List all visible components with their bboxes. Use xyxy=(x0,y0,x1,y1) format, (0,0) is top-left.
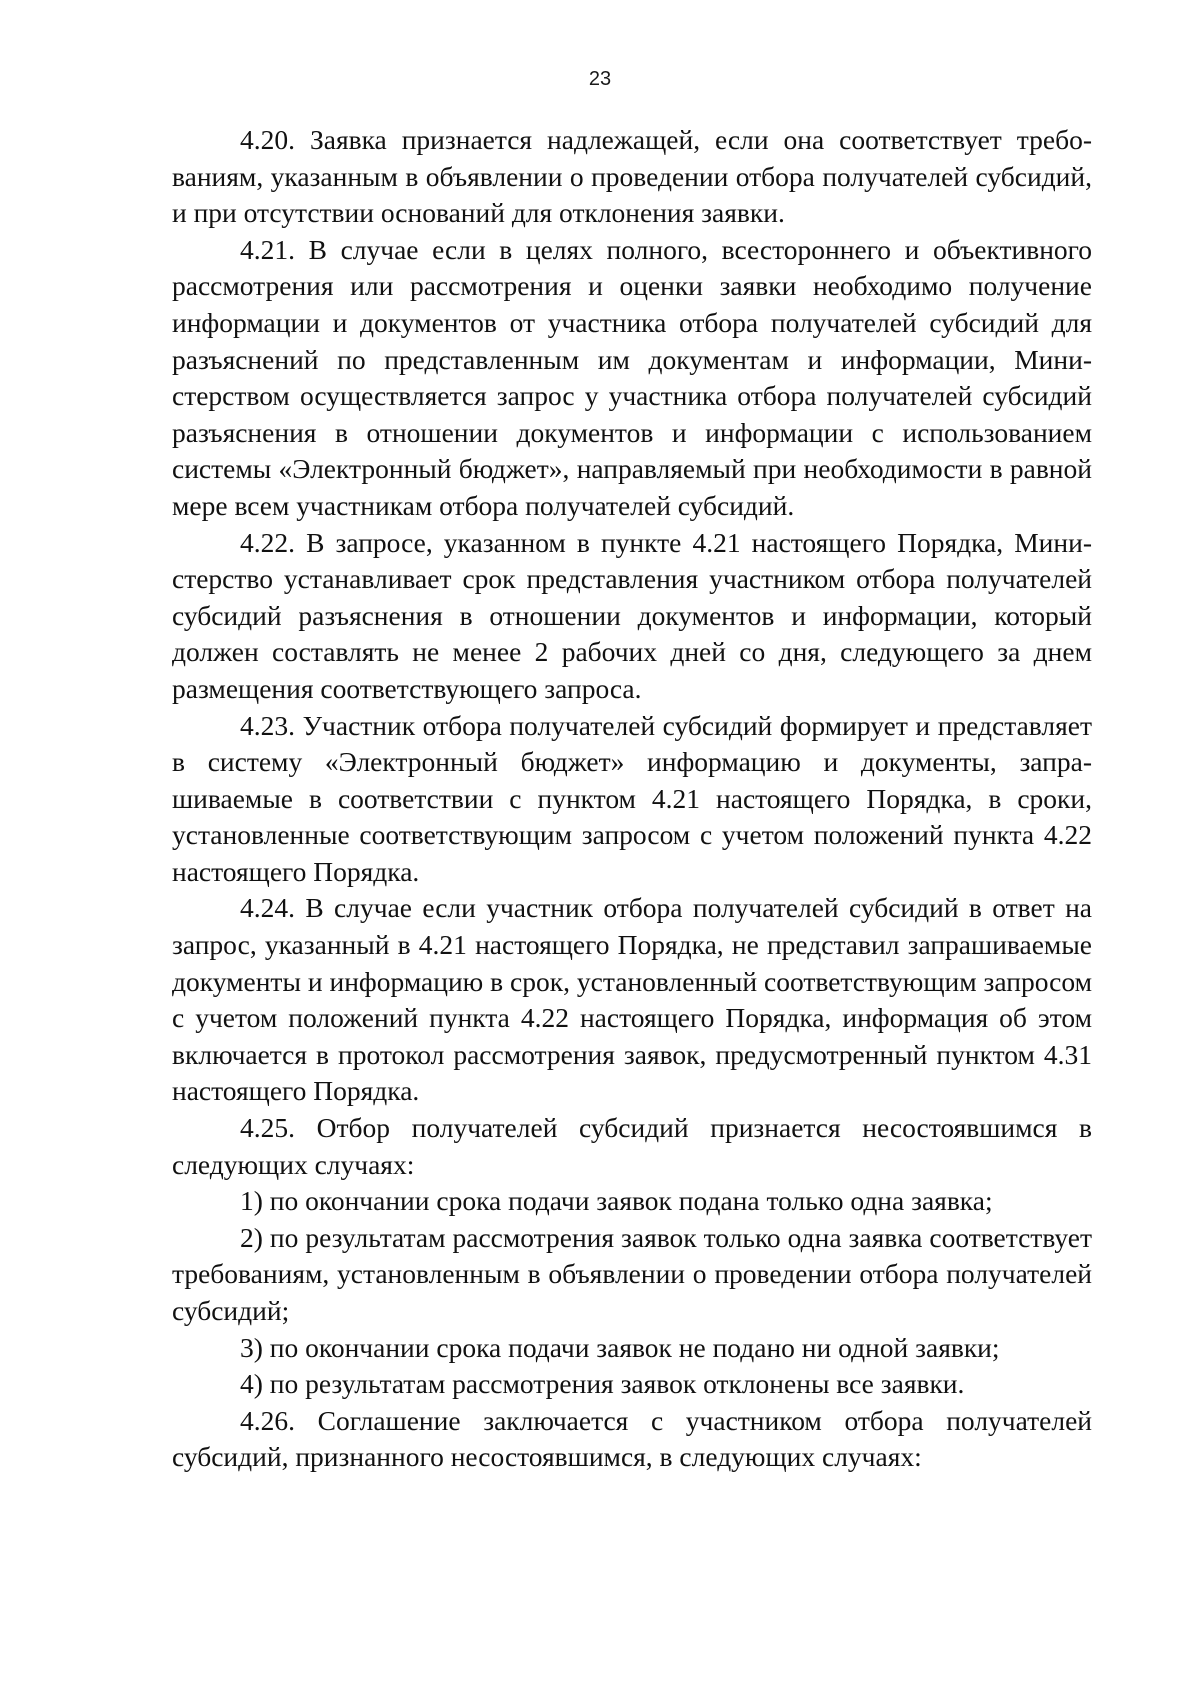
list-item-1: 1) по окончании срока подачи заявок подана только одна заявка; xyxy=(240,1185,993,1217)
paragraph-4-20: 4.20. Заявка признается надлежащей, если она соответствует требованиям, указанным в объявлении о проведении отбора получателей субсидий, и при отсутствии оснований для отклонения заявки. xyxy=(172,124,1092,229)
paragraph-4-22: 4.22. В запросе, указанном в пункте 4.21 настоящего Порядка, Министерство устанавливает срок представления участником отбора получателей субсидий разъяснения в отношении документов и информации, который должен составлять не менее 2 рабочих дней со дня, следующего за днем размещения соответствующего запроса. xyxy=(172,526,1092,704)
list-item-3: 3) по окончании срока подачи заявок не подано ни одной заявки; xyxy=(240,1331,1000,1363)
paragraph-4-24: 4.24. В случае если участник отбора получателей субсидий в ответ на запрос, указанный в 4.21 настоящего Порядка, не представил запрашиваемые документы и информацию в срок, установленный соответствующим запросом с учетом положений пункта 4.22 настоящего Порядка, информация об этом включается в протокол рассмотрения заявок, предусмотренный пунктом 4.31 настоящего Порядка. xyxy=(172,892,1092,1107)
page-number: 23 xyxy=(588,68,612,90)
paragraph-4-26: 4.26. Соглашение заключается с участником отбора получателей субсидий, признанного несостоявшимся, в следующих случаях: xyxy=(172,1404,1092,1473)
list-item-2: 2) по результатам рассмотрения заявок только одна заявка соответствует требованиям, установленным в объявлении о проведении отбора получателей субсидий; xyxy=(172,1221,1092,1326)
list-item-4: 4) по результатам рассмотрения заявок отклонены все заявки. xyxy=(240,1368,965,1400)
paragraph-4-23: 4.23. Участник отбора получателей субсидий формирует и представляет в систему «Электронный бюджет» информацию и документы, запрашиваемые в соответствии с пунктом 4.21 настоящего Порядка, в сроки, установленные соответствующим запросом с учетом положений пункта 4.22 настоящего Порядка. xyxy=(172,709,1092,887)
document-body xyxy=(172,122,1092,1476)
paragraph-4-21: 4.21. В случае если в целях полного, всестороннего и объективного рассмотрения или рассмотрения и оценки заявки необходимо получение информации и документов от участника отбора получателей субсидий для разъяснений по представленным им документам и информации, Министерством осуществляется запрос у участника отбора получателей субсидий разъяснения в отношении документов и информации с использованием системы «Электронный бюджет», направляемый при необходимости в равной мере всем участникам отбора получателей субсидий. xyxy=(172,233,1092,521)
paragraph-4-25: 4.25. Отбор получателей субсидий признается несостоявшимся в следующих случаях: xyxy=(172,1112,1092,1180)
